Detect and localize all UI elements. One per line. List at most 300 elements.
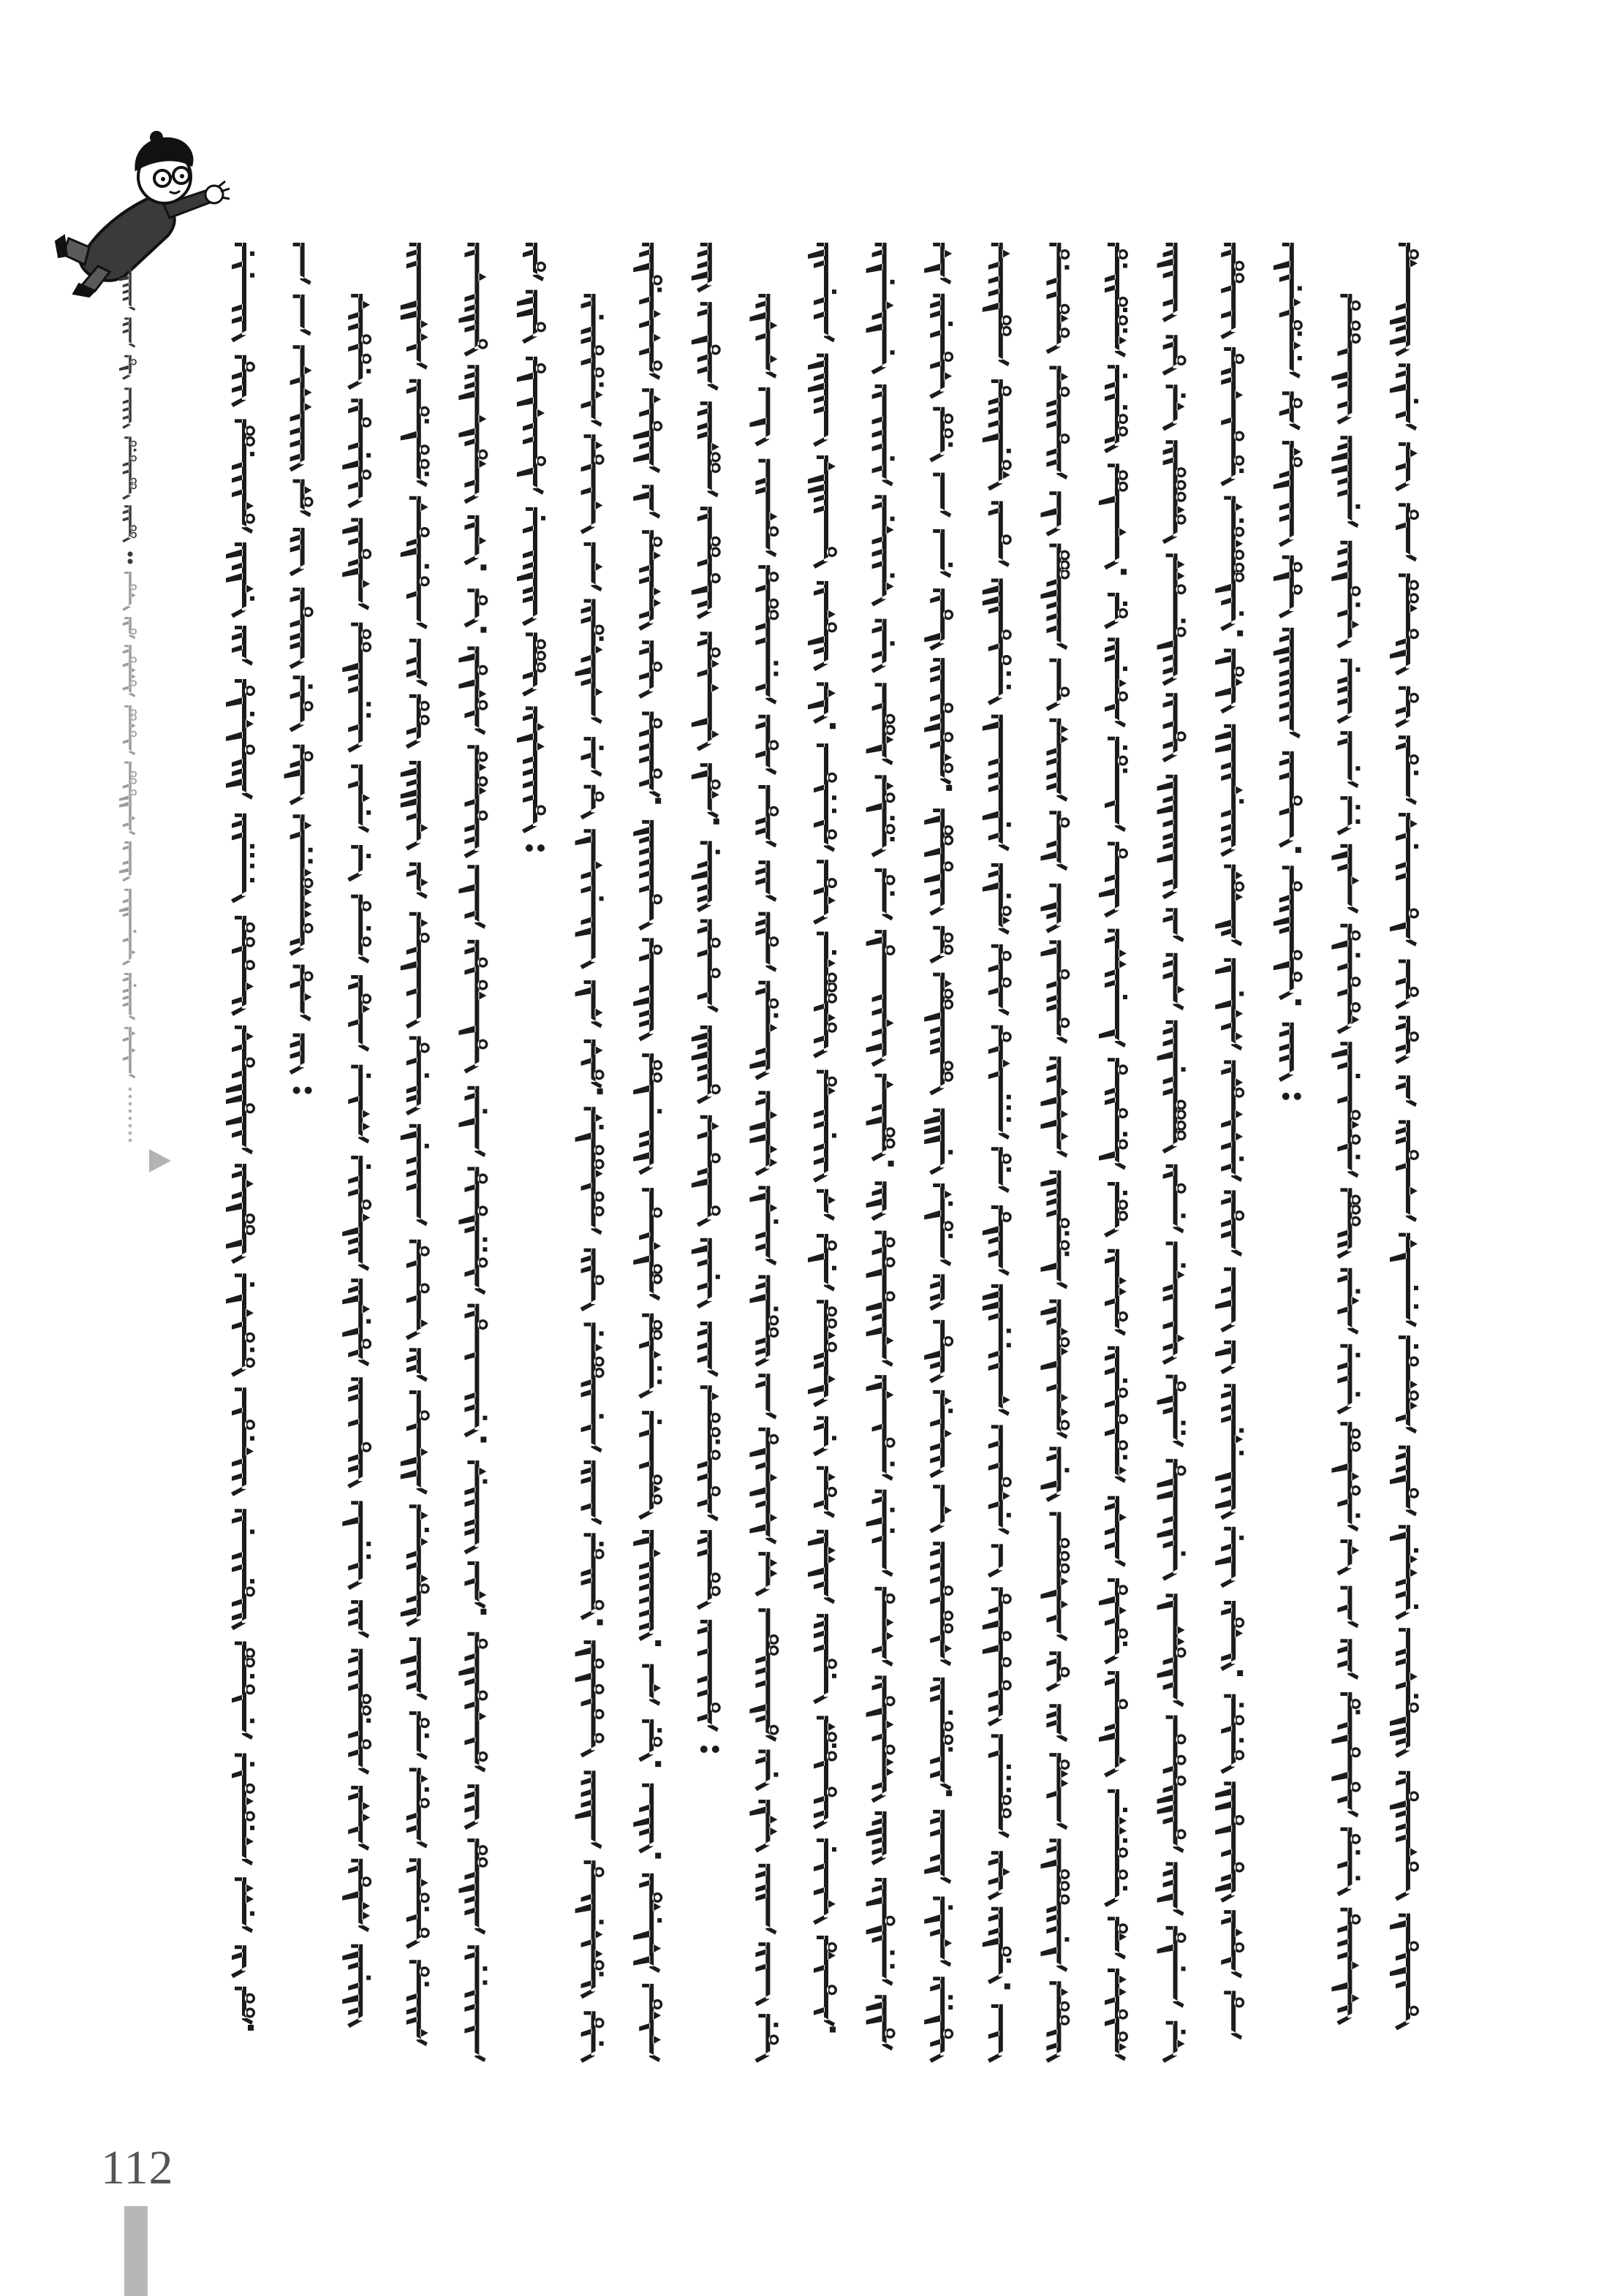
script-word <box>813 1416 836 1456</box>
script-word <box>924 658 953 785</box>
script-word <box>1221 1061 1244 1182</box>
script-word <box>1396 503 1419 561</box>
script-word <box>401 379 430 488</box>
script-word <box>814 743 837 852</box>
script-word <box>866 775 896 857</box>
script-word <box>697 1530 721 1610</box>
script-word <box>1105 737 1128 832</box>
script-word <box>692 1115 721 1227</box>
script-word <box>749 1608 779 1742</box>
script-word <box>1163 1164 1187 1234</box>
script-word <box>924 1320 953 1384</box>
comma-mark <box>1295 847 1301 853</box>
script-word <box>348 975 371 1052</box>
script-word <box>458 1167 488 1295</box>
script-word <box>983 1205 1012 1276</box>
script-word <box>458 940 488 1074</box>
comma-mark <box>248 2025 254 2031</box>
script-word <box>401 1637 428 1700</box>
script-word <box>119 841 132 882</box>
script-word <box>1040 544 1070 651</box>
script-word <box>639 712 662 798</box>
script-word <box>123 705 137 755</box>
script-word <box>406 863 428 899</box>
script-word <box>1157 1375 1187 1447</box>
script-word <box>1390 1525 1418 1620</box>
script-word <box>755 1374 776 1420</box>
script-word <box>401 761 428 851</box>
script-word <box>692 302 721 390</box>
text-column <box>1099 243 1128 2061</box>
comma-mark <box>714 819 719 825</box>
script-word <box>517 290 546 344</box>
script-word <box>1099 1671 1128 1777</box>
script-word <box>342 1944 371 2028</box>
comma-mark <box>655 1853 661 1859</box>
script-word <box>1274 628 1301 739</box>
mascot-shoe-left <box>56 235 67 257</box>
script-word <box>692 243 712 292</box>
script-word <box>401 496 430 629</box>
script-word <box>929 294 953 399</box>
script-word <box>232 1642 255 1740</box>
script-word <box>1331 1042 1361 1178</box>
script-word <box>1099 1058 1128 1170</box>
script-word <box>808 1234 837 1292</box>
script-word <box>458 865 485 929</box>
script-word <box>749 1800 777 1852</box>
script-word <box>1040 1170 1070 1289</box>
script-word <box>813 860 837 925</box>
script-word <box>1390 1628 1419 1758</box>
script-word <box>232 419 255 534</box>
script-word <box>581 294 605 427</box>
script-word <box>464 1561 486 1609</box>
comma-mark <box>888 1161 894 1167</box>
script-word <box>1396 1335 1419 1433</box>
script-word <box>226 1164 255 1264</box>
script-word <box>575 1107 605 1235</box>
script-word <box>1396 735 1419 805</box>
script-word <box>1274 441 1303 547</box>
full-stop-mark <box>293 1087 312 1094</box>
script-word <box>1390 574 1419 676</box>
script-word <box>1221 1190 1244 1257</box>
script-word <box>1157 1862 1184 1916</box>
full-stop-mark <box>526 844 545 852</box>
script-word <box>290 675 314 732</box>
script-word <box>406 1240 430 1341</box>
script-word <box>808 1530 836 1604</box>
script-word <box>866 1675 896 1803</box>
text-column <box>983 243 1012 2063</box>
script-word <box>1104 593 1128 629</box>
script-word <box>1331 436 1360 528</box>
colon-mark <box>128 552 133 564</box>
script-word <box>1163 908 1184 942</box>
script-word <box>872 1587 896 1667</box>
script-word <box>749 1091 777 1176</box>
script-word <box>871 619 895 673</box>
script-word <box>575 829 604 969</box>
script-word <box>866 1878 896 1986</box>
script-word <box>633 485 660 518</box>
script-word <box>1215 724 1244 857</box>
script-word <box>401 243 428 370</box>
text-column <box>1215 243 1244 2039</box>
script-word <box>458 1632 488 1773</box>
script-word <box>749 387 770 447</box>
script-word <box>983 579 1012 705</box>
full-stop-mark <box>700 1746 719 1753</box>
script-word <box>991 1147 1012 1193</box>
script-word <box>231 916 255 1016</box>
script-word <box>808 243 836 342</box>
script-word <box>464 1945 487 2062</box>
script-word <box>1215 1527 1244 1588</box>
script-word <box>808 1300 837 1407</box>
script-word <box>348 1065 371 1144</box>
script-word <box>924 1810 951 1884</box>
script-word <box>122 387 132 428</box>
script-word <box>231 355 255 407</box>
script-word <box>523 243 546 281</box>
text-column <box>575 294 605 2063</box>
text-column <box>284 243 314 1094</box>
script-word <box>522 632 546 697</box>
script-word <box>1220 1694 1244 1774</box>
script-word <box>929 926 953 963</box>
script-word <box>580 2011 605 2063</box>
script-word <box>293 480 314 518</box>
script-word <box>581 1039 605 1088</box>
script-word <box>348 1649 371 1775</box>
script-word <box>231 1509 255 1630</box>
script-word <box>1215 1781 1244 1903</box>
text-column <box>692 243 721 1753</box>
script-word <box>122 572 137 611</box>
script-word <box>813 1716 837 1829</box>
mascot-hand <box>205 186 223 203</box>
script-word <box>1157 1020 1187 1153</box>
script-word <box>1279 1023 1294 1082</box>
script-word <box>692 507 721 619</box>
script-word <box>875 868 896 920</box>
running-header <box>119 263 137 1142</box>
script-word <box>348 765 371 833</box>
script-word <box>639 1984 662 2062</box>
script-word <box>1390 1771 1419 1901</box>
script-word <box>692 841 720 913</box>
script-word <box>1331 1422 1361 1531</box>
script-word <box>347 845 371 882</box>
script-word <box>232 626 253 666</box>
script-word <box>1390 1446 1419 1517</box>
script-word <box>290 1034 305 1075</box>
running-header-title <box>119 263 137 542</box>
script-word <box>231 243 254 342</box>
script-word <box>123 645 137 697</box>
script-word <box>342 623 371 753</box>
comma-mark <box>480 564 486 570</box>
script-word <box>464 588 488 627</box>
script-word <box>231 814 254 903</box>
comma-mark <box>1295 999 1301 1005</box>
script-word <box>692 1026 721 1105</box>
script-word <box>226 542 254 618</box>
comma-mark <box>1237 630 1243 636</box>
script-word <box>575 599 605 724</box>
script-word <box>575 1770 602 1849</box>
script-word <box>406 1037 430 1116</box>
script-word <box>983 379 1012 490</box>
script-word <box>1337 1268 1360 1335</box>
script-word <box>581 1322 605 1452</box>
script-word <box>342 1156 371 1271</box>
script-word <box>633 388 662 473</box>
text-column <box>808 243 837 2033</box>
script-word <box>347 1377 371 1488</box>
script-word <box>924 1897 953 1967</box>
script-word <box>930 1678 953 1791</box>
script-word <box>1040 1838 1070 1971</box>
script-word <box>1395 686 1419 728</box>
script-word <box>290 588 314 669</box>
script-word <box>226 1273 255 1376</box>
script-word <box>1215 958 1244 1051</box>
script-word <box>1274 556 1303 618</box>
script-word <box>692 632 721 751</box>
script-word <box>983 715 1011 852</box>
script-word <box>1395 960 1419 1009</box>
script-word <box>988 944 1012 1016</box>
script-word <box>1396 1120 1419 1221</box>
mascot-glasses-bridge <box>170 176 173 177</box>
comma-mark <box>830 2027 836 2033</box>
comma-mark <box>597 1619 603 1625</box>
text-column <box>1331 294 1361 2025</box>
script-word <box>692 1238 720 1308</box>
script-word <box>808 682 836 724</box>
script-word <box>1336 1188 1361 1259</box>
script-word <box>1163 953 1185 1011</box>
script-word <box>929 1274 945 1311</box>
text-column <box>517 243 546 852</box>
script-word <box>458 365 488 504</box>
script-word <box>119 762 137 836</box>
script-word <box>1099 463 1128 569</box>
script-word <box>1220 1601 1244 1671</box>
script-word <box>924 243 952 284</box>
script-word <box>1157 775 1178 900</box>
script-word <box>1215 1384 1244 1520</box>
script-word <box>929 407 953 463</box>
script-word <box>930 1542 953 1666</box>
script-word <box>1331 294 1361 425</box>
script-word <box>633 938 662 1041</box>
script-word <box>755 785 779 848</box>
cartoon-boy-icon <box>56 131 230 297</box>
script-word <box>293 243 311 285</box>
script-word <box>808 581 837 671</box>
script-word <box>924 973 953 1096</box>
script-word <box>575 1640 605 1757</box>
script-word <box>988 1026 1012 1140</box>
dotted-leader <box>129 1088 132 1143</box>
script-word <box>1336 796 1360 835</box>
script-word <box>584 542 603 591</box>
script-word <box>122 436 137 500</box>
text-column <box>226 243 255 2031</box>
script-word <box>1099 929 1127 1047</box>
script-word <box>1157 1926 1187 2008</box>
script-word <box>749 294 777 379</box>
script-word <box>1331 1908 1361 2026</box>
script-word <box>1390 1914 1419 2031</box>
script-word <box>293 295 311 336</box>
triangle-right-icon <box>149 1149 171 1172</box>
script-word <box>342 1859 371 1932</box>
comma-mark <box>480 1436 486 1442</box>
script-word <box>1395 1016 1419 1064</box>
script-word <box>517 357 546 495</box>
script-word <box>406 1960 430 2046</box>
script-word <box>290 965 314 1022</box>
script-word <box>231 1387 255 1496</box>
text-column <box>1157 243 1187 2063</box>
script-word <box>235 1877 254 1933</box>
comma-mark <box>655 1640 661 1646</box>
comma-mark <box>1121 569 1127 575</box>
script-word <box>933 473 951 518</box>
script-word <box>633 1053 662 1175</box>
script-word <box>697 401 721 497</box>
script-word <box>1337 1586 1358 1629</box>
script-word <box>458 1838 488 1935</box>
script-word <box>866 243 895 374</box>
script-word <box>924 1183 953 1266</box>
script-word <box>1157 1459 1187 1581</box>
script-word <box>458 243 488 357</box>
script-word <box>808 354 828 447</box>
script-word <box>1336 1344 1360 1414</box>
script-word <box>924 1108 953 1175</box>
script-word <box>933 529 953 578</box>
script-word <box>1157 1594 1187 1707</box>
script-word <box>813 932 837 1058</box>
script-word <box>406 639 428 687</box>
script-word <box>406 694 430 749</box>
script-word <box>1040 1300 1070 1439</box>
script-word <box>983 863 1012 935</box>
script-word <box>1274 243 1303 379</box>
script-word <box>1337 731 1360 788</box>
script-word <box>1046 1704 1067 1742</box>
script-word <box>464 1784 479 1830</box>
comma-mark <box>830 723 836 729</box>
script-word <box>1224 1991 1244 2040</box>
script-word <box>1390 1233 1418 1327</box>
script-word <box>749 1428 779 1545</box>
script-word <box>1390 243 1419 357</box>
script-word <box>866 1231 896 1367</box>
script-word <box>119 889 136 966</box>
script-word <box>866 930 896 1066</box>
script-word <box>575 980 603 1028</box>
script-word <box>813 1614 837 1704</box>
comma-mark <box>597 1088 603 1094</box>
text-column <box>458 243 488 2062</box>
comma-mark <box>480 1609 486 1615</box>
comma-mark <box>1005 1983 1010 1989</box>
script-word <box>342 398 371 508</box>
script-word <box>1331 541 1361 648</box>
script-word <box>290 528 305 576</box>
script-word <box>633 1873 662 1973</box>
script-word <box>929 1390 953 1478</box>
script-word <box>1045 243 1070 354</box>
script-word <box>1040 1447 1069 1502</box>
script-word <box>406 1348 428 1382</box>
script-word <box>290 345 312 471</box>
script-word <box>983 1587 1012 1726</box>
script-word <box>1104 365 1128 453</box>
mascot-cap-bobble <box>150 131 163 144</box>
script-word <box>988 1544 1003 1577</box>
script-word <box>924 588 953 651</box>
script-word <box>1336 1827 1361 1896</box>
script-word <box>1040 1056 1068 1157</box>
script-word <box>1040 1512 1070 1642</box>
script-word <box>123 317 135 347</box>
script-word <box>1215 496 1244 632</box>
script-word <box>1331 924 1361 1034</box>
script-word <box>581 1460 602 1525</box>
script-word <box>692 763 721 819</box>
script-word <box>464 1460 487 1554</box>
script-word <box>1105 1496 1127 1567</box>
script-word <box>1104 1182 1128 1238</box>
script-word <box>988 501 1012 567</box>
script-word <box>1336 659 1360 724</box>
script-word <box>226 679 255 800</box>
script-word <box>580 1249 605 1311</box>
script-word <box>1105 637 1128 727</box>
script-word <box>290 814 314 955</box>
script-word <box>988 2004 1003 2063</box>
script-word <box>1108 1917 1128 1959</box>
script-word <box>580 1533 605 1620</box>
script-word <box>1331 844 1359 914</box>
script-word <box>813 1838 836 1925</box>
script-word <box>1046 719 1068 802</box>
script-word <box>1045 1981 1070 2063</box>
script-word <box>983 1907 1012 1985</box>
script-word <box>871 495 895 606</box>
text-column <box>749 294 779 2063</box>
script-word <box>123 973 137 1020</box>
script-word <box>638 1314 662 1399</box>
comma-mark <box>946 1790 952 1796</box>
script-word <box>1331 1692 1361 1817</box>
script-word <box>697 1385 721 1521</box>
script-word <box>123 617 137 639</box>
script-word <box>1162 335 1187 376</box>
full-stop-mark <box>1282 1093 1301 1100</box>
script-word <box>1099 842 1128 918</box>
script-word <box>755 715 779 775</box>
script-word <box>517 507 545 626</box>
